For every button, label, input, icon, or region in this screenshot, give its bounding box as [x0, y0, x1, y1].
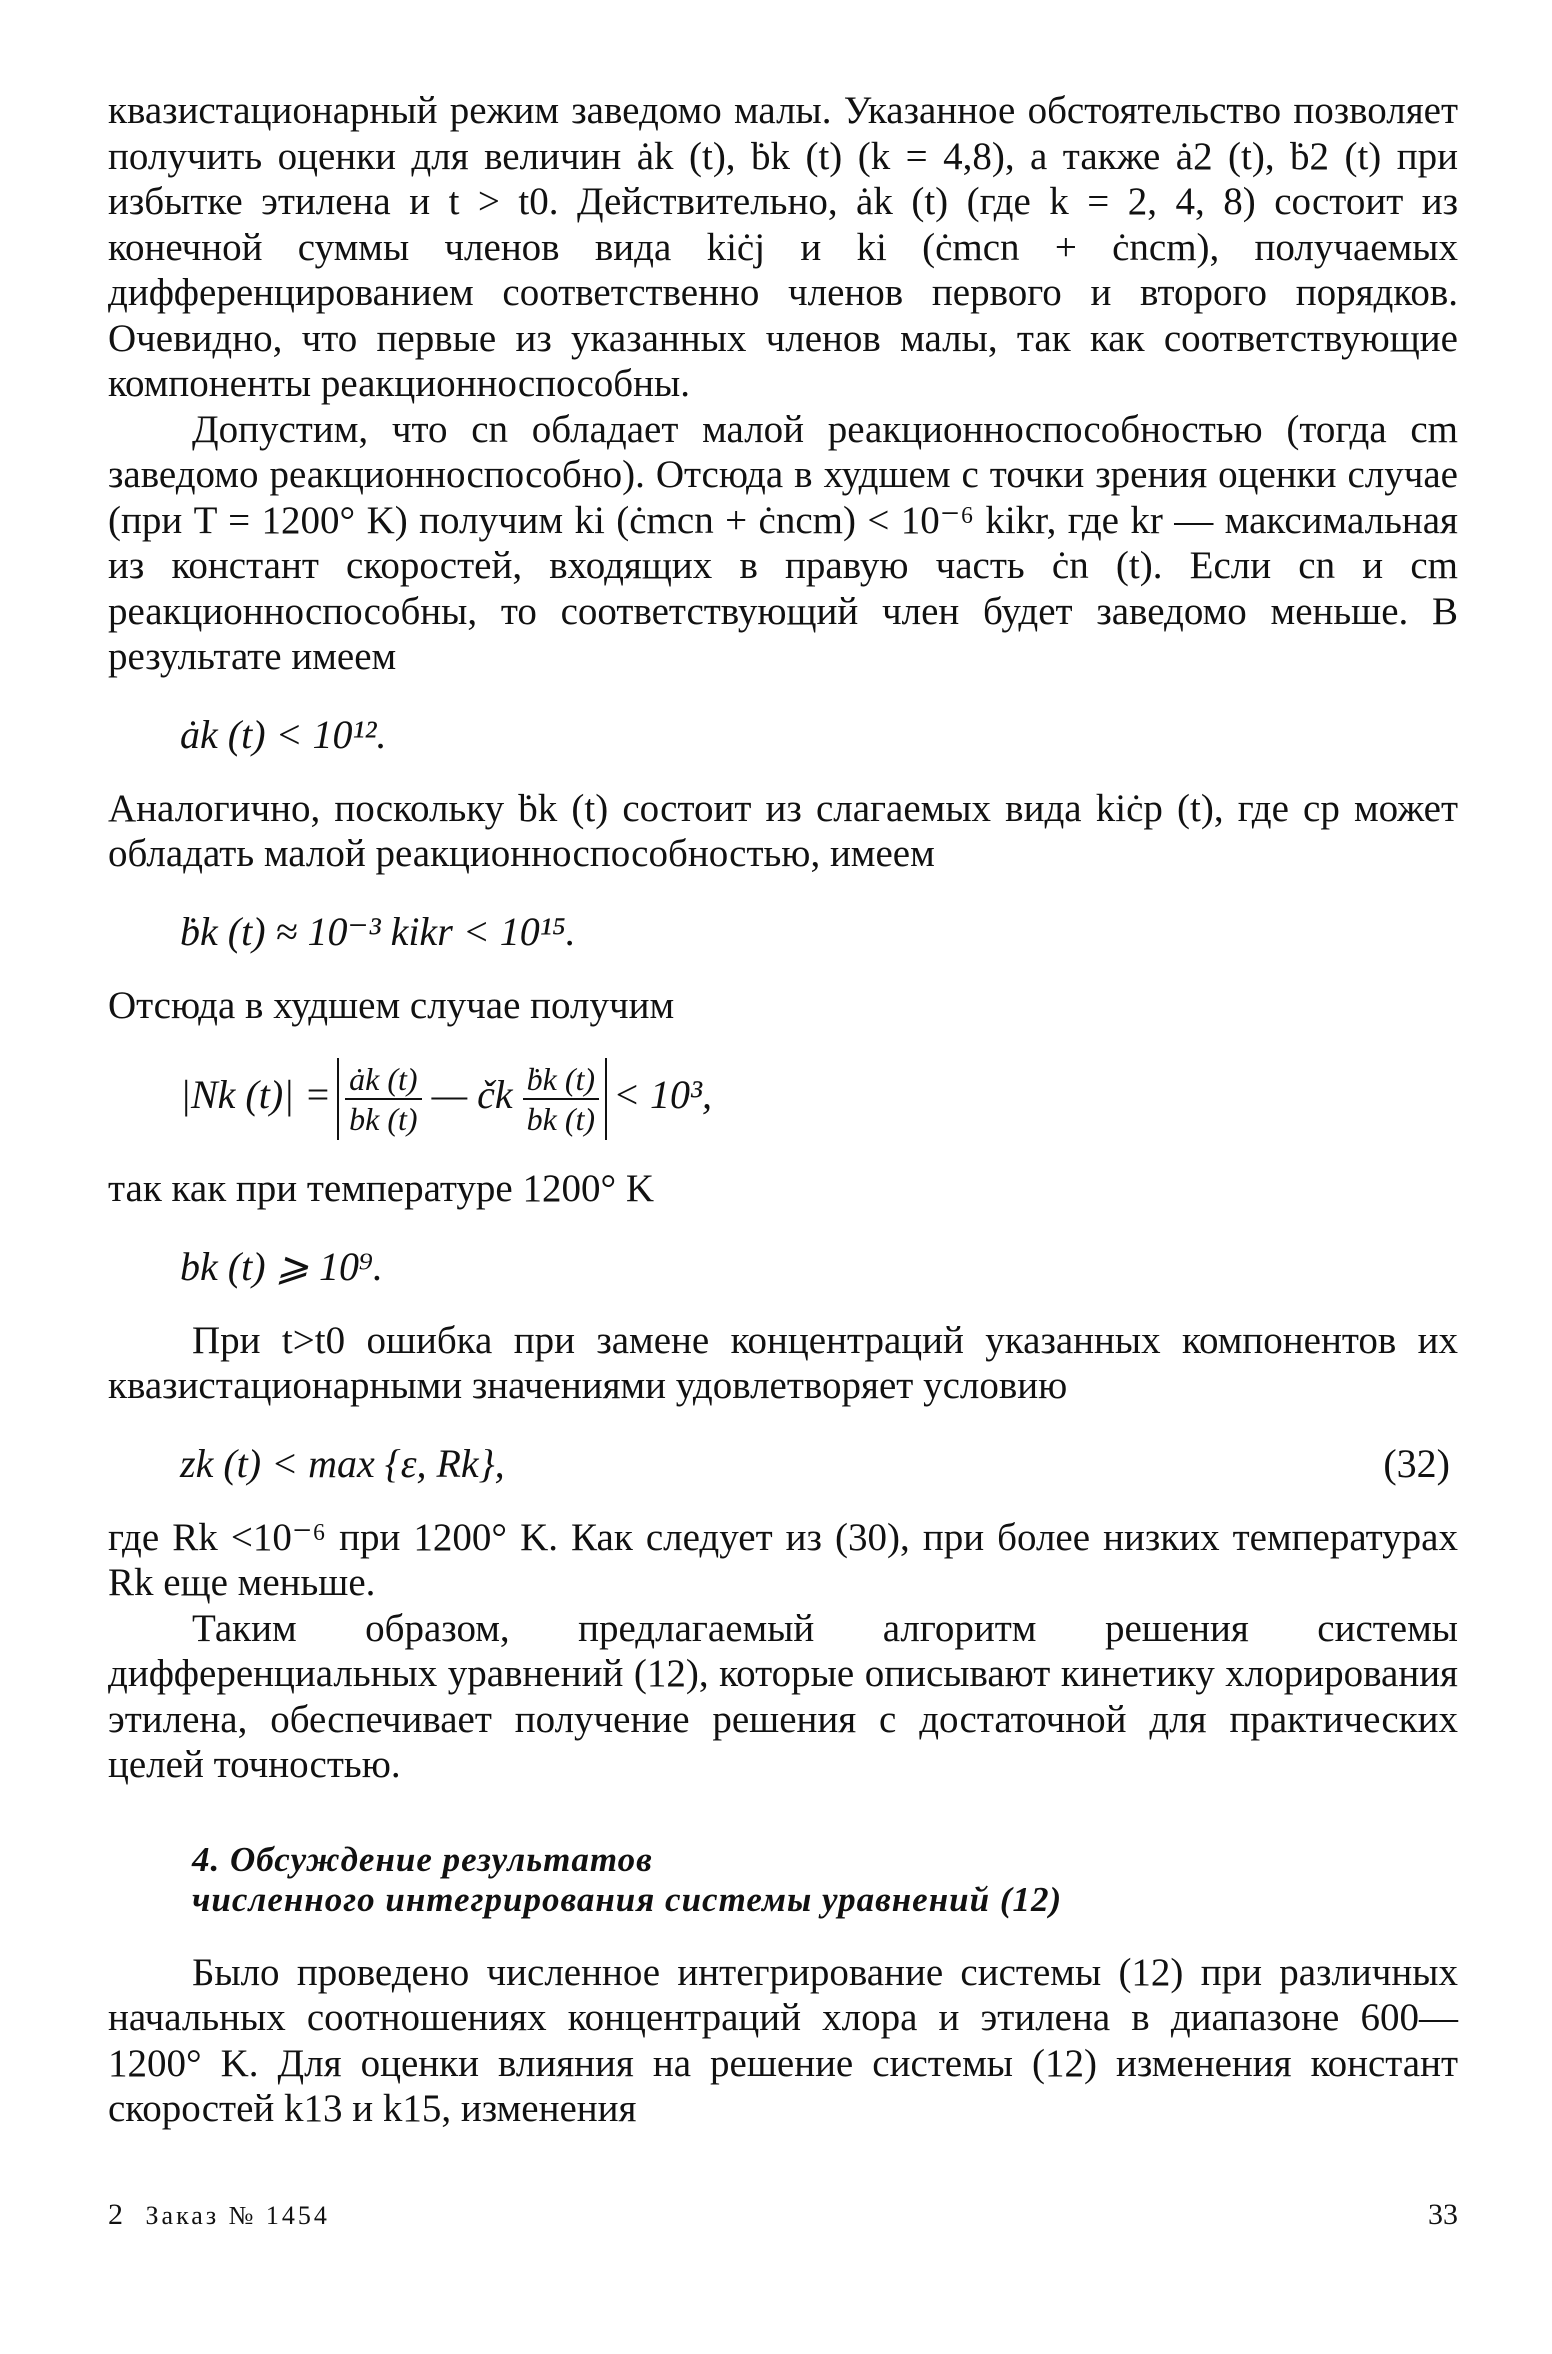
- fraction-2: [523, 1060, 599, 1138]
- paragraph-5: так как при температуре 1200° K: [108, 1167, 654, 1210]
- paragraph-6: При t>t0 ошибка при замене концентраций указанных компонентов их квазистационарными значениями удовлетворяет условию: [108, 1318, 1458, 1407]
- paragraph-2: Допустим, что cn обладает малой реакционноспособностью (тогда cm заведомо реакционноспособно). Отсюда в худшем с точки зрения оценки случае (при T = 1200° K) получим ki (ċmcn + ċncm) < 10⁻⁶ kikr, где kr — максимальная из констант скоростей, входящих в правую часть ċn (t). Если cn и cm реакционноспособны, то соответствующий член будет заведомо меньше. В результате имеем: [108, 407, 1458, 678]
- formula-5: [180, 1439, 1458, 1489]
- paragraph-9: Было проведено численное интегрирование системы (12) при различных начальных соотношениях концентраций хлора и этилена в диапазоне 600—1200° K. Для оценки влияния на решение системы (12) изменения констант скоростей k13 и k15, изменения: [108, 1950, 1458, 2130]
- formula-5-body: zk (t) < max {ε, Rk},: [180, 1440, 505, 1486]
- formula-2: ḃk (t) ≈ 10⁻³ kikr < 10¹⁵.: [180, 908, 576, 954]
- equation-number: (32): [1383, 1440, 1450, 1486]
- page-number: 33: [1428, 2198, 1458, 2231]
- formula-1: ȧk (t) < 10¹².: [180, 711, 387, 757]
- section-heading-line-1: 4. Обсуждение результатов: [192, 1839, 653, 1879]
- fraction-1: [345, 1060, 421, 1138]
- footer-left: [108, 2198, 330, 2232]
- formula-3-right: < 10³,: [613, 1072, 713, 1118]
- formula-3-middle: — čk: [431, 1072, 513, 1118]
- order-number: Заказ № 1454: [145, 2201, 330, 2230]
- signature-mark: 2: [108, 2198, 123, 2231]
- fraction-1-denominator: bk (t): [349, 1101, 418, 1137]
- formula-3: [180, 1058, 1458, 1140]
- section-heading-line-2: численного интегрирования системы уравнений (12): [192, 1879, 1063, 1919]
- page-body: [108, 88, 1458, 2132]
- paragraph-4: Отсюда в худшем случае получим: [108, 983, 675, 1027]
- paragraph-3: Аналогично, поскольку ḃk (t) состоит из слагаемых вида kiċp (t), где cp может обладать малой реакционноспособностью, имеем: [108, 786, 1458, 875]
- paragraph-1: квазистационарный режим заведомо малы. Указанное обстоятельство позволяет получить оценки для величин ȧk (t), ḃk (t) (k = 4,8), а также ȧ2 (t), ḃ2 (t) при избытке этилена и t > t0. Действительно, ȧk (t) (где k = 2, 4, 8) состоит из конечной суммы членов вида kiċj и ki (ċmcn + ċncm), получаемых дифференцированием соответственно членов первого и второго порядков. Очевидно, что первые из указанных членов малы, так как соответствующие компоненты реакционноспособны.: [108, 89, 1458, 405]
- fraction-2-numerator: ḃk (t): [523, 1060, 599, 1100]
- abs-bar-right: [605, 1058, 607, 1140]
- formula-4: bk (t) ⩾ 10⁹.: [180, 1243, 383, 1289]
- section-heading: [192, 1840, 1458, 1920]
- formula-3-left: |Nk (t)| =: [180, 1072, 332, 1118]
- abs-bar-left: [337, 1058, 339, 1140]
- page-footer: [108, 2198, 1458, 2232]
- fraction-1-numerator: ȧk (t): [345, 1060, 421, 1100]
- paragraph-8: Таким образом, предлагаемый алгоритм решения системы дифференциальных уравнений (12), которые описывают кинетику хлорирования этилена, обеспечивает получение решения с достаточной для практических целей точностью.: [108, 1606, 1458, 1786]
- paragraph-7: где Rk <10⁻⁶ при 1200° K. Как следует из (30), при более низких температурах Rk еще меньше.: [108, 1515, 1458, 1604]
- fraction-2-denominator: bk (t): [526, 1101, 596, 1137]
